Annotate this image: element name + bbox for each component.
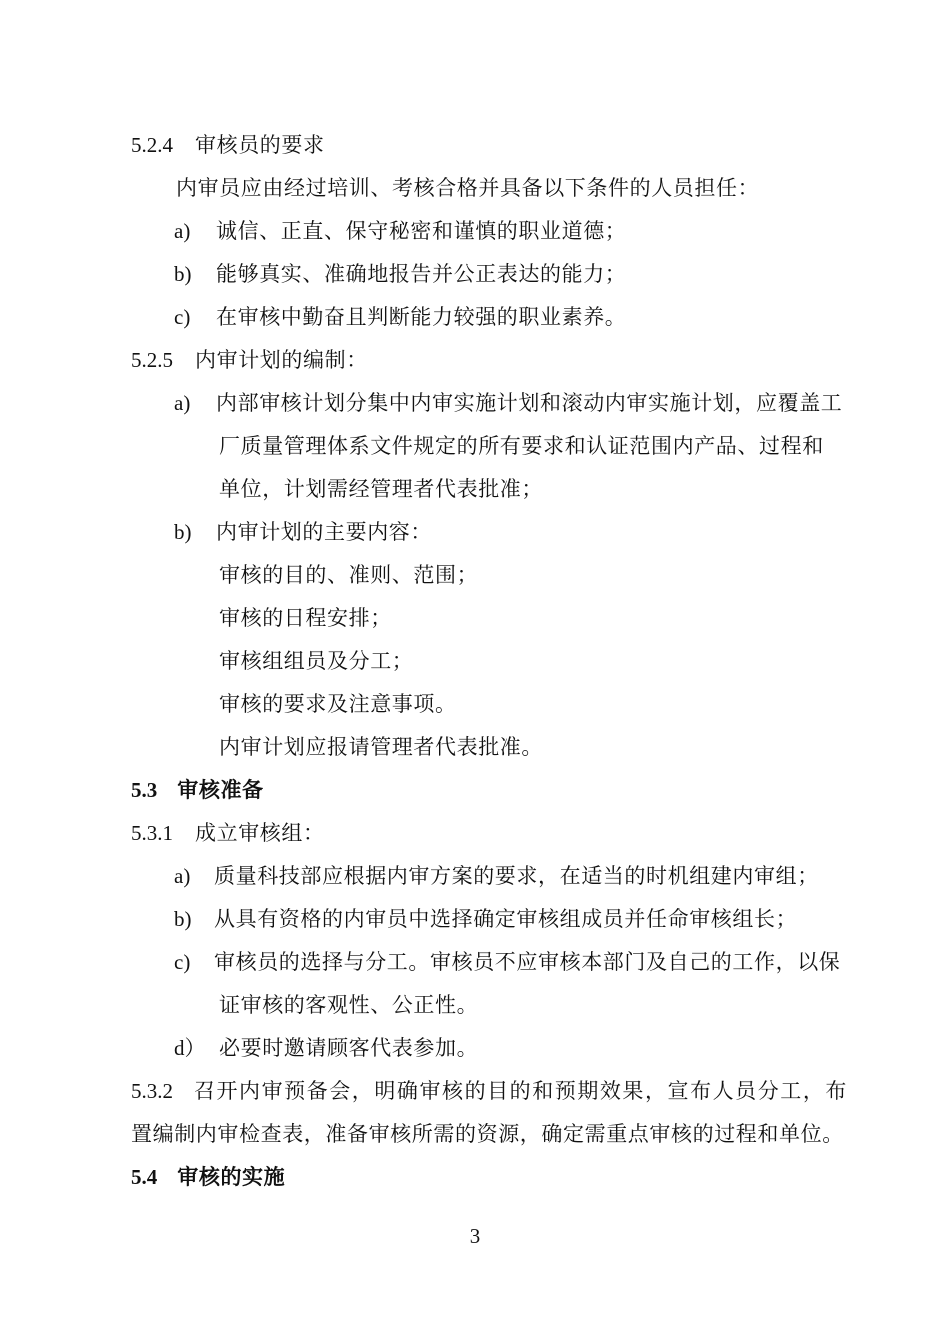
section-title: 审核准备 <box>177 777 264 802</box>
list-marker: b) <box>174 520 192 544</box>
list-text-continued: 厂质量管理体系文件规定的所有要求和认证范围内产品、过程和 <box>219 434 824 458</box>
list-text: 内审计划的主要内容： <box>216 520 432 544</box>
list-text: 在审核中勤奋且判断能力较强的职业素养。 <box>216 305 627 329</box>
section-number: 5.2.4 <box>131 133 173 157</box>
list-item <box>174 260 626 288</box>
list-marker: a) <box>174 864 191 888</box>
list-marker: d） <box>174 1036 206 1060</box>
list-text-continued: 证审核的客观性、公正性。 <box>219 993 479 1017</box>
list-item <box>174 217 626 245</box>
section-number: 5.3.2 <box>131 1079 173 1103</box>
heading-5-4 <box>131 1163 285 1191</box>
list-item <box>174 518 432 546</box>
list-marker: c) <box>174 305 191 329</box>
list-marker: b) <box>174 262 192 286</box>
section-number: 5.2.5 <box>131 348 173 372</box>
list-text: 能够真实、准确地报告并公正表达的能力； <box>216 262 627 286</box>
list-text: 审核员的选择与分工。审核员不应审核本部门及自己的工作，以保 <box>214 950 841 974</box>
list-text: 诚信、正直、保守秘密和谨慎的职业道德； <box>216 219 627 243</box>
section-title: 内审计划的编制： <box>195 348 368 372</box>
paragraph-5-3-2 <box>131 1077 847 1105</box>
paragraph-text: 召开内审预备会，明确审核的目的和预期效果，宣布人员分工，布 <box>193 1079 847 1103</box>
sub-item: 审核组组员及分工； <box>219 649 414 673</box>
heading-5-3-1 <box>131 819 325 847</box>
list-text-continued: 单位，计划需经管理者代表批准； <box>219 477 543 501</box>
list-marker: c) <box>174 950 191 974</box>
list-item <box>174 948 840 976</box>
list-item <box>174 303 626 331</box>
list-item <box>174 1034 478 1062</box>
heading-5-3 <box>131 776 264 804</box>
sub-item: 审核的日程安排； <box>219 606 392 630</box>
sub-item: 内审计划应报请管理者代表批准。 <box>219 735 543 759</box>
heading-5-2-4 <box>131 131 325 159</box>
heading-5-2-5 <box>131 346 368 374</box>
sub-item: 审核的目的、准则、范围； <box>219 563 479 587</box>
section-number: 5.3 <box>131 778 158 802</box>
section-number: 5.3.1 <box>131 821 173 845</box>
paragraph-text-continued: 置编制内审检查表，准备审核所需的资源，确定需重点审核的过程和单位。 <box>131 1122 844 1146</box>
section-title: 成立审核组： <box>195 821 325 845</box>
list-item <box>174 389 842 417</box>
page-number: 3 <box>469 1224 481 1248</box>
section-title: 审核员的要求 <box>195 133 325 157</box>
list-text: 质量科技部应根据内审方案的要求，在适当的时机组建内审组； <box>214 864 819 888</box>
list-text: 从具有资格的内审员中选择确定审核组成员并任命审核组长； <box>214 907 798 931</box>
list-marker: a) <box>174 391 191 415</box>
list-marker: b) <box>174 907 192 931</box>
section-number: 5.4 <box>131 1165 158 1189</box>
list-text: 内部审核计划分集中内审实施计划和滚动内审实施计划，应覆盖工 <box>216 391 843 415</box>
paragraph-intro: 内审员应由经过培训、考核合格并具备以下条件的人员担任： <box>176 176 760 200</box>
list-text: 必要时邀请顾客代表参加。 <box>219 1036 479 1060</box>
list-marker: a) <box>174 219 191 243</box>
list-item <box>174 905 797 933</box>
list-item <box>174 862 819 890</box>
section-title: 审核的实施 <box>177 1164 286 1189</box>
sub-item: 审核的要求及注意事项。 <box>219 692 457 716</box>
